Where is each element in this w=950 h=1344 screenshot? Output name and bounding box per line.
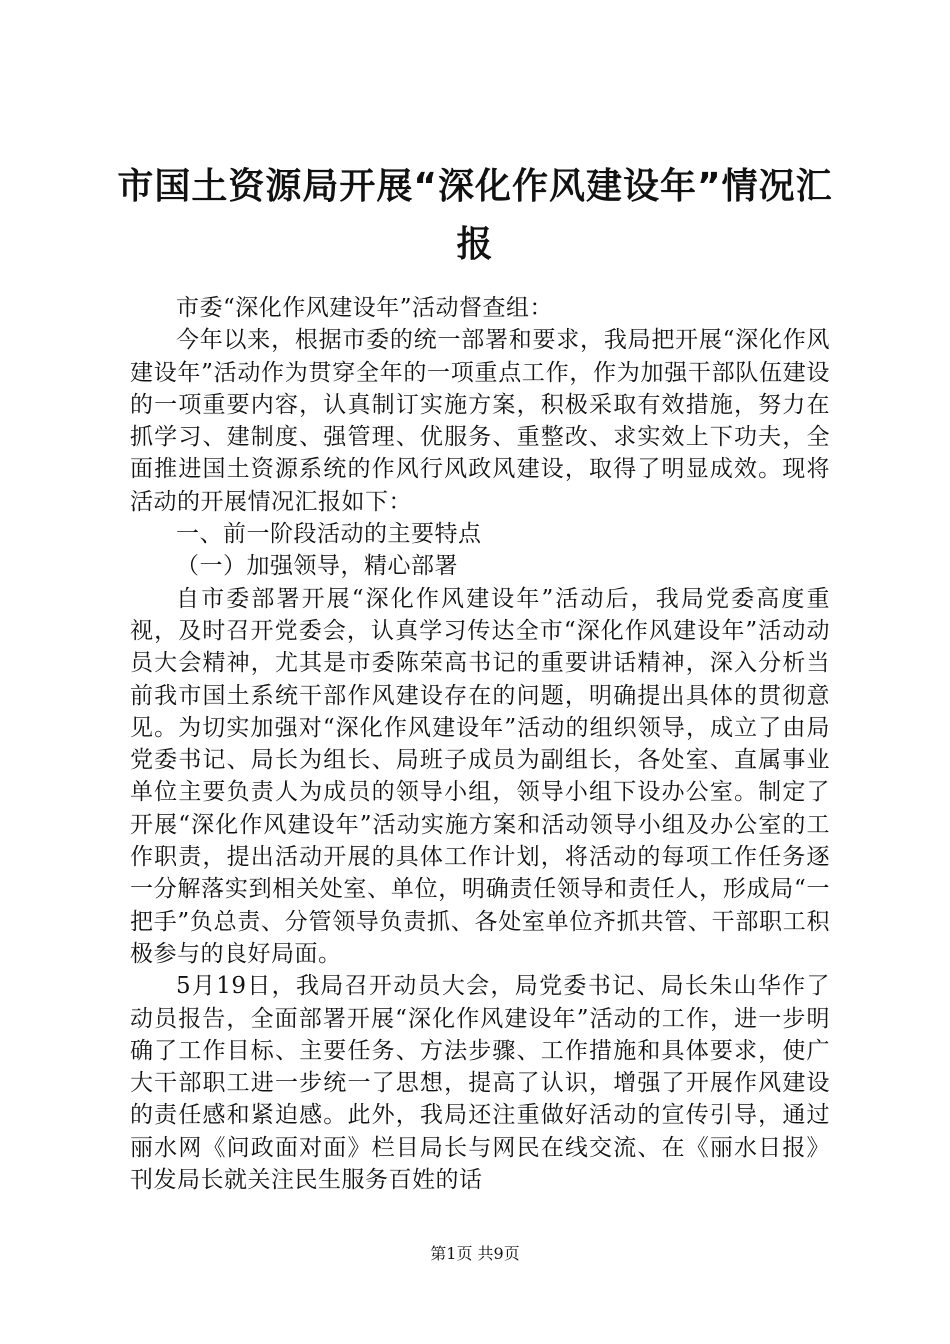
page-number-footer: 第1页 共9页 [430,1244,520,1263]
document-title: 市国土资源局开展“深化作风建设年”情况汇报 [117,166,833,265]
intro-paragraph: 今年以来，根据市委的统一部署和要求，我局把开展“深化作风建设年”活动作为贯穿全年的一项重点工作，作为加强干部队伍建设的一项重要内容，认真制订实施方案，积极采取有效措施，努力在抓学习、建制度、强管理、优服务、重整改、求实效上下功夫，全面推进国土资源系统的作风行风政风建设，取得了明显成效。现将活动的开展情况汇报如下： [130,327,830,515]
subsection-heading: （一）加强领导，精心部署 [176,553,458,580]
document-body [130,292,830,1196]
body-paragraph: 自市委部署开展“深化作风建设年”活动后，我局党委高度重视，及时召开党委会，认真学习传达全市“深化作风建设年”活动动员大会精神，尤其是市委陈荣高书记的重要讲话精神，深入分析当前我市国土系统干部作风建设存在的问题，明确提出具体的贯彻意见。为切实加强对“深化作风建设年”活动的组织领导，成立了由局党委书记、局长为组长、局班子成员为副组长，各处室、直属事业单位主要负责人为成员的领导小组，领导小组下设办公室。制定了开展“深化作风建设年”活动实施方案和活动领导小组及办公室的工作职责，提出活动开展的具体工作计划，将活动的每项工作任务逐一分解落实到相关处室、单位，明确责任领导和责任人，形成局“一把手”负总责、分管领导负责抓、各处室单位齐抓共管、干部职工积极参与的良好局面。 [130,585,830,967]
body-paragraph: 5月19日，我局召开动员大会，局党委书记、局长朱山华作了动员报告，全面部署开展“深化作风建设年”活动的工作，进一步明确了工作目标、主要任务、方法步骤、工作措施和具体要求，使广大干部职工进一步统一了思想，提高了认识，增强了开展作风建设的责任感和紧迫感。此外，我局还注重做好活动的宣传引导，通过丽水网《问政面对面》栏目局长与网民在线交流、在《丽水日报》刊发局长就关注民生服务百姓的话 [130,973,830,1194]
section-heading: 一、前一阶段活动的主要特点 [176,521,482,548]
salutation-paragraph: 市委“深化作风建设年”活动督查组： [176,295,554,321]
